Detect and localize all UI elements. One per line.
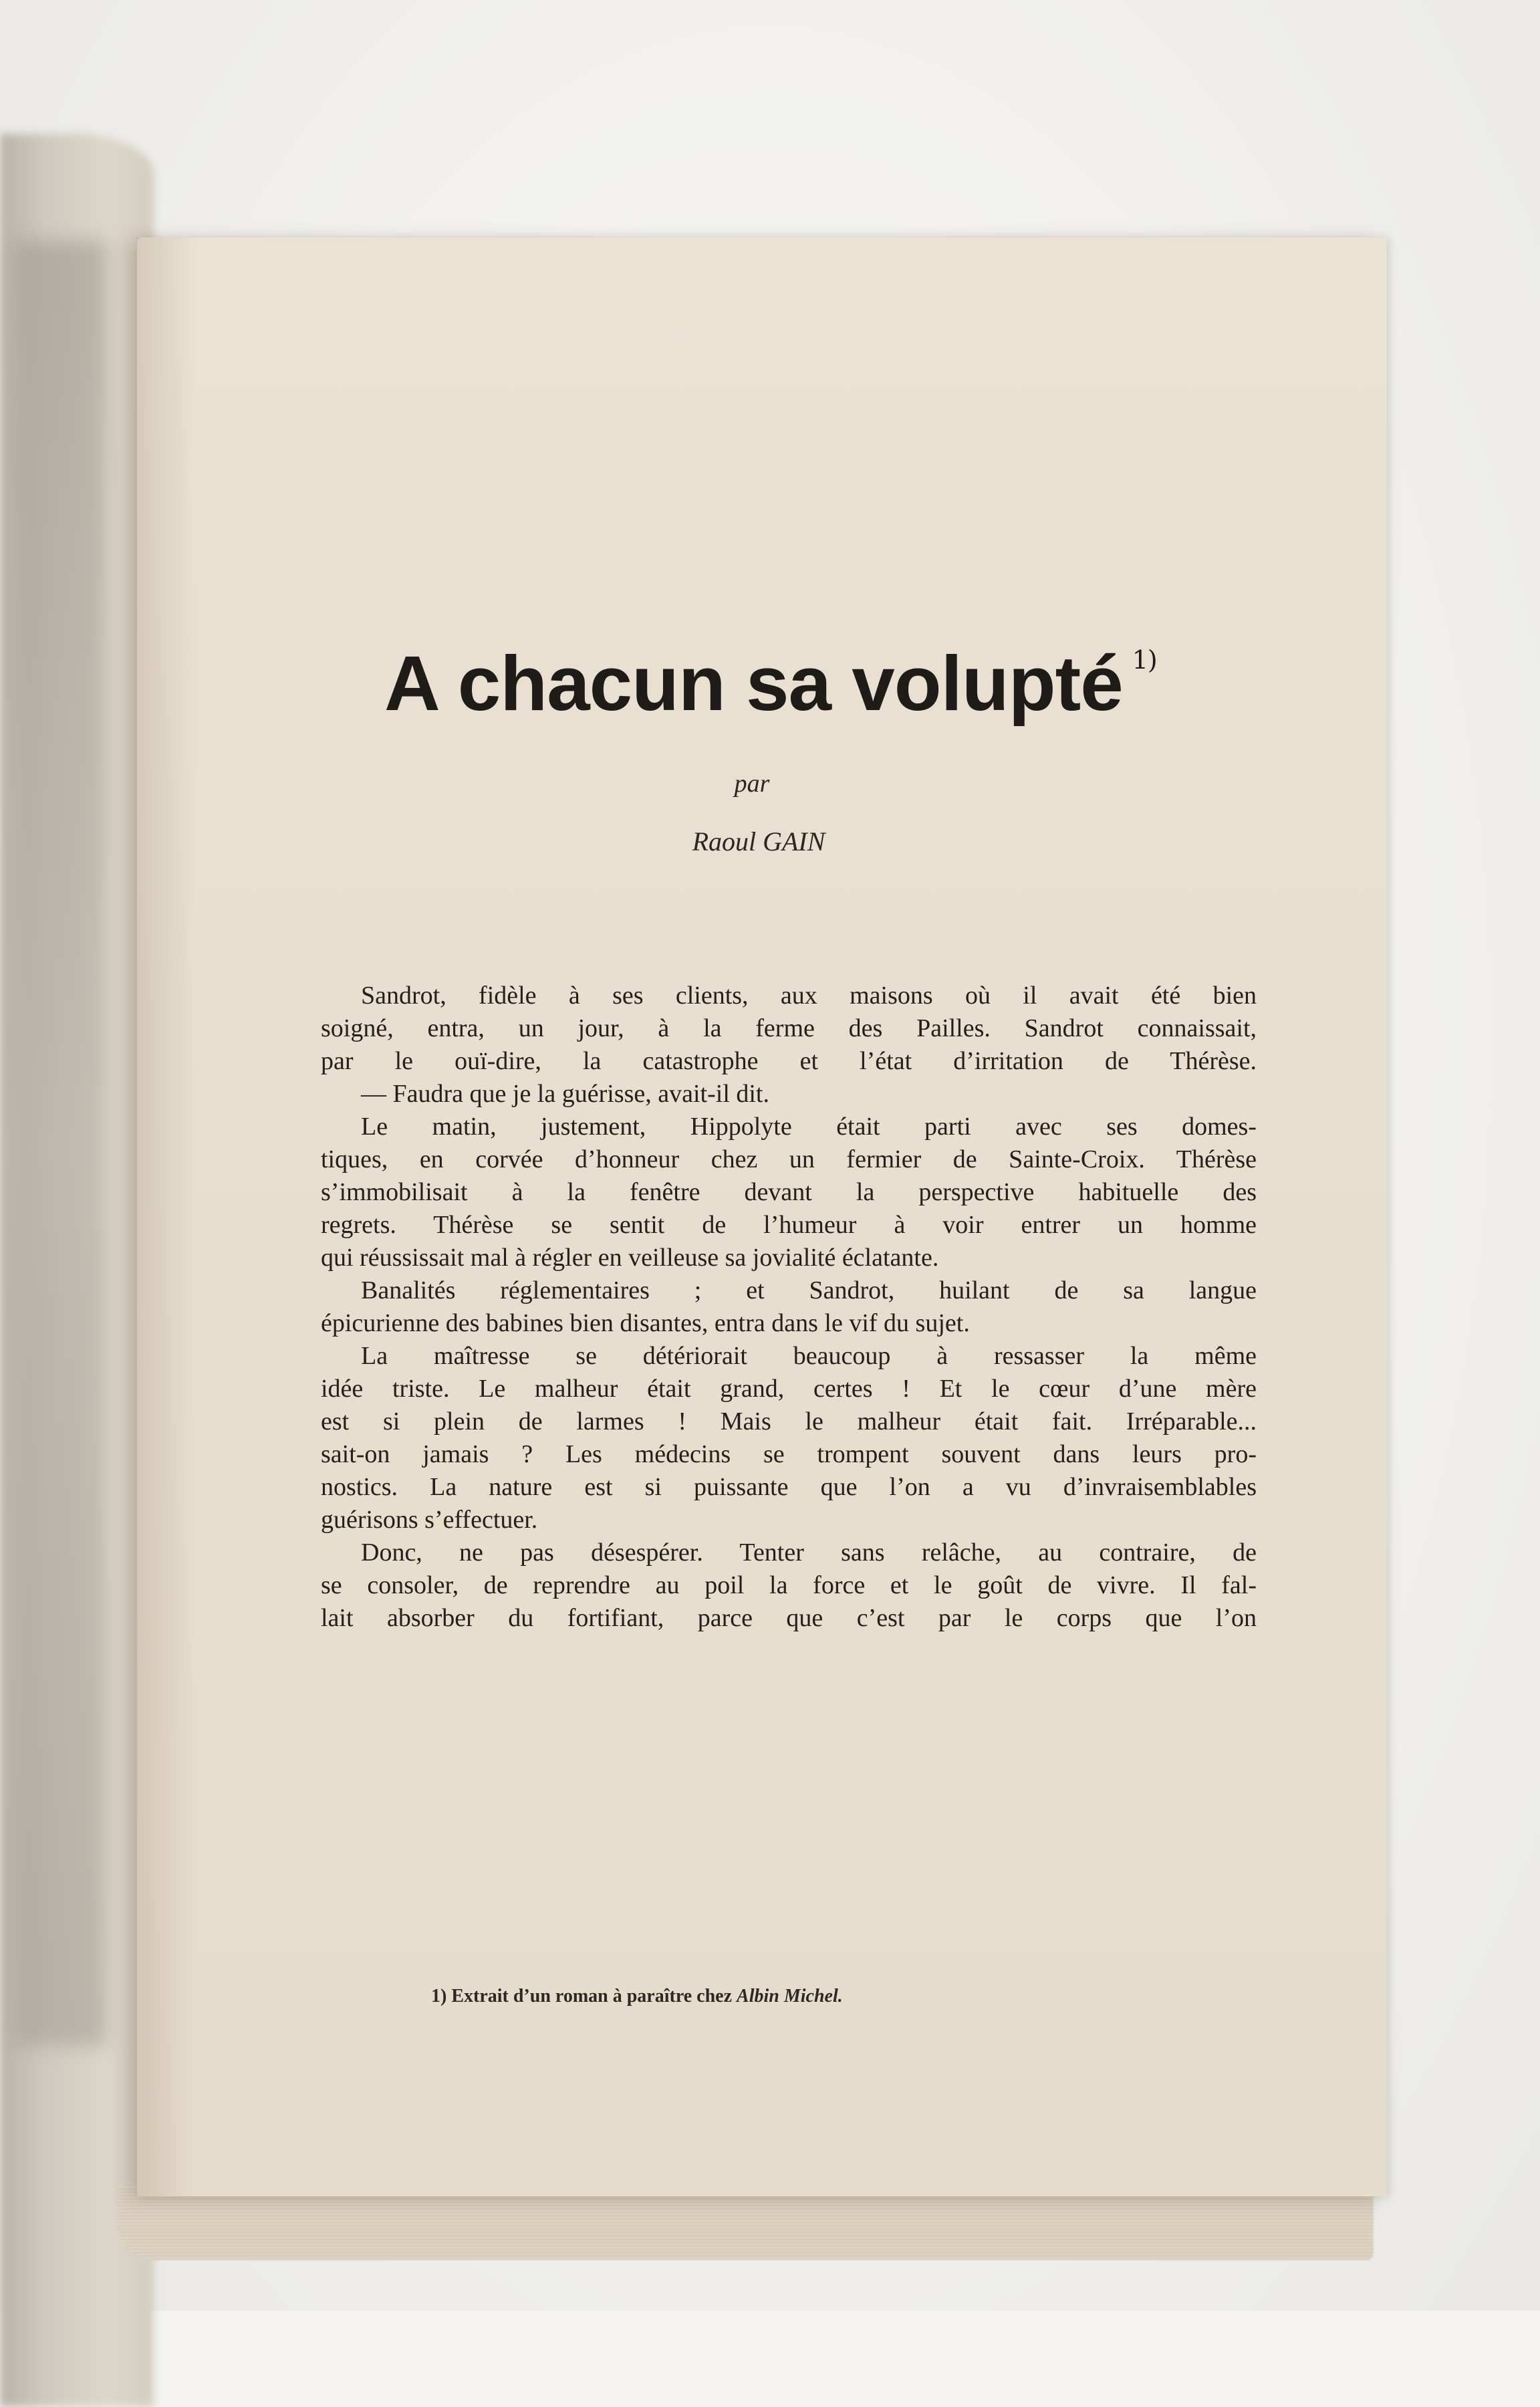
book-page (137, 237, 1387, 2196)
text-line: La maîtresse se détériorait beaucoup à ressasser la même (361, 1342, 1257, 1370)
text-line: sait-on jamais ? Les médecins se trompent souvent dans leurs pro- (321, 1440, 1257, 1468)
chapter-title (384, 639, 1186, 728)
footnote-text: 1) Extrait d’un roman à paraître chez (431, 1986, 733, 2007)
text-line: regrets. Thérèse se sentit de l’humeur à voir entrer un homme (321, 1211, 1257, 1239)
text-line: — Faudra que je la guérisse, avait-il dit. (361, 1080, 769, 1108)
text-line: Donc, ne pas désespérer. Tenter sans relâche, au contraire, de (361, 1538, 1257, 1567)
page-stack-edges (117, 2186, 1374, 2260)
text-line: par le ouï-dire, la catastrophe et l’état d’irritation de Thérèse. (321, 1047, 1257, 1075)
footnote-publisher: Albin Michel. (737, 1986, 843, 2007)
author-name: Raoul GAIN (692, 826, 825, 856)
text-line: Le matin, justement, Hippolyte était parti avec ses domes- (361, 1113, 1257, 1141)
text-line: soigné, entra, un jour, à la ferme des Pailles. Sandrot connaissait, (321, 1014, 1257, 1042)
text-line: Banalités réglementaires ; et Sandrot, huilant de sa langue (361, 1276, 1257, 1304)
text-line: épicurienne des babines bien disantes, entra dans le vif du sujet. (321, 1309, 970, 1337)
text-line: lait absorber du fortifiant, parce que c’est par le corps que l’on (321, 1604, 1257, 1632)
byline-prefix: par (734, 770, 770, 798)
footnote (431, 1986, 1233, 2007)
text-line: qui réussissait mal à régler en veilleuse sa jovialité éclatante. (321, 1244, 939, 1272)
text-line: se consoler, de reprendre au poil la force et le goût de vivre. Il fal- (321, 1571, 1257, 1599)
facing-page-shadow (13, 241, 107, 2046)
body-text (321, 980, 1257, 1635)
text-line: guérisons s’effectuer. (321, 1506, 538, 1534)
title-footnote-marker: 1) (1132, 645, 1157, 675)
text-line: nostics. La nature est si puissante que l’on a vu d’invraisemblables (321, 1473, 1257, 1501)
text-line: est si plein de larmes ! Mais le malheur était fait. Irréparable... (321, 1407, 1257, 1436)
text-line: s’immobilisait à la fenêtre devant la perspective habituelle des (321, 1178, 1257, 1206)
chapter-title-text: A chacun sa volupté (384, 640, 1123, 727)
gutter-shadow (137, 237, 197, 2196)
text-line: idée triste. Le malheur était grand, certes ! Et le cœur d’une mère (321, 1375, 1257, 1403)
text-line: Sandrot, fidèle à ses clients, aux maisons où il avait été bien (361, 982, 1257, 1010)
text-line: tiques, en corvée d’honneur chez un fermier de Sainte-Croix. Thérèse (321, 1145, 1257, 1173)
